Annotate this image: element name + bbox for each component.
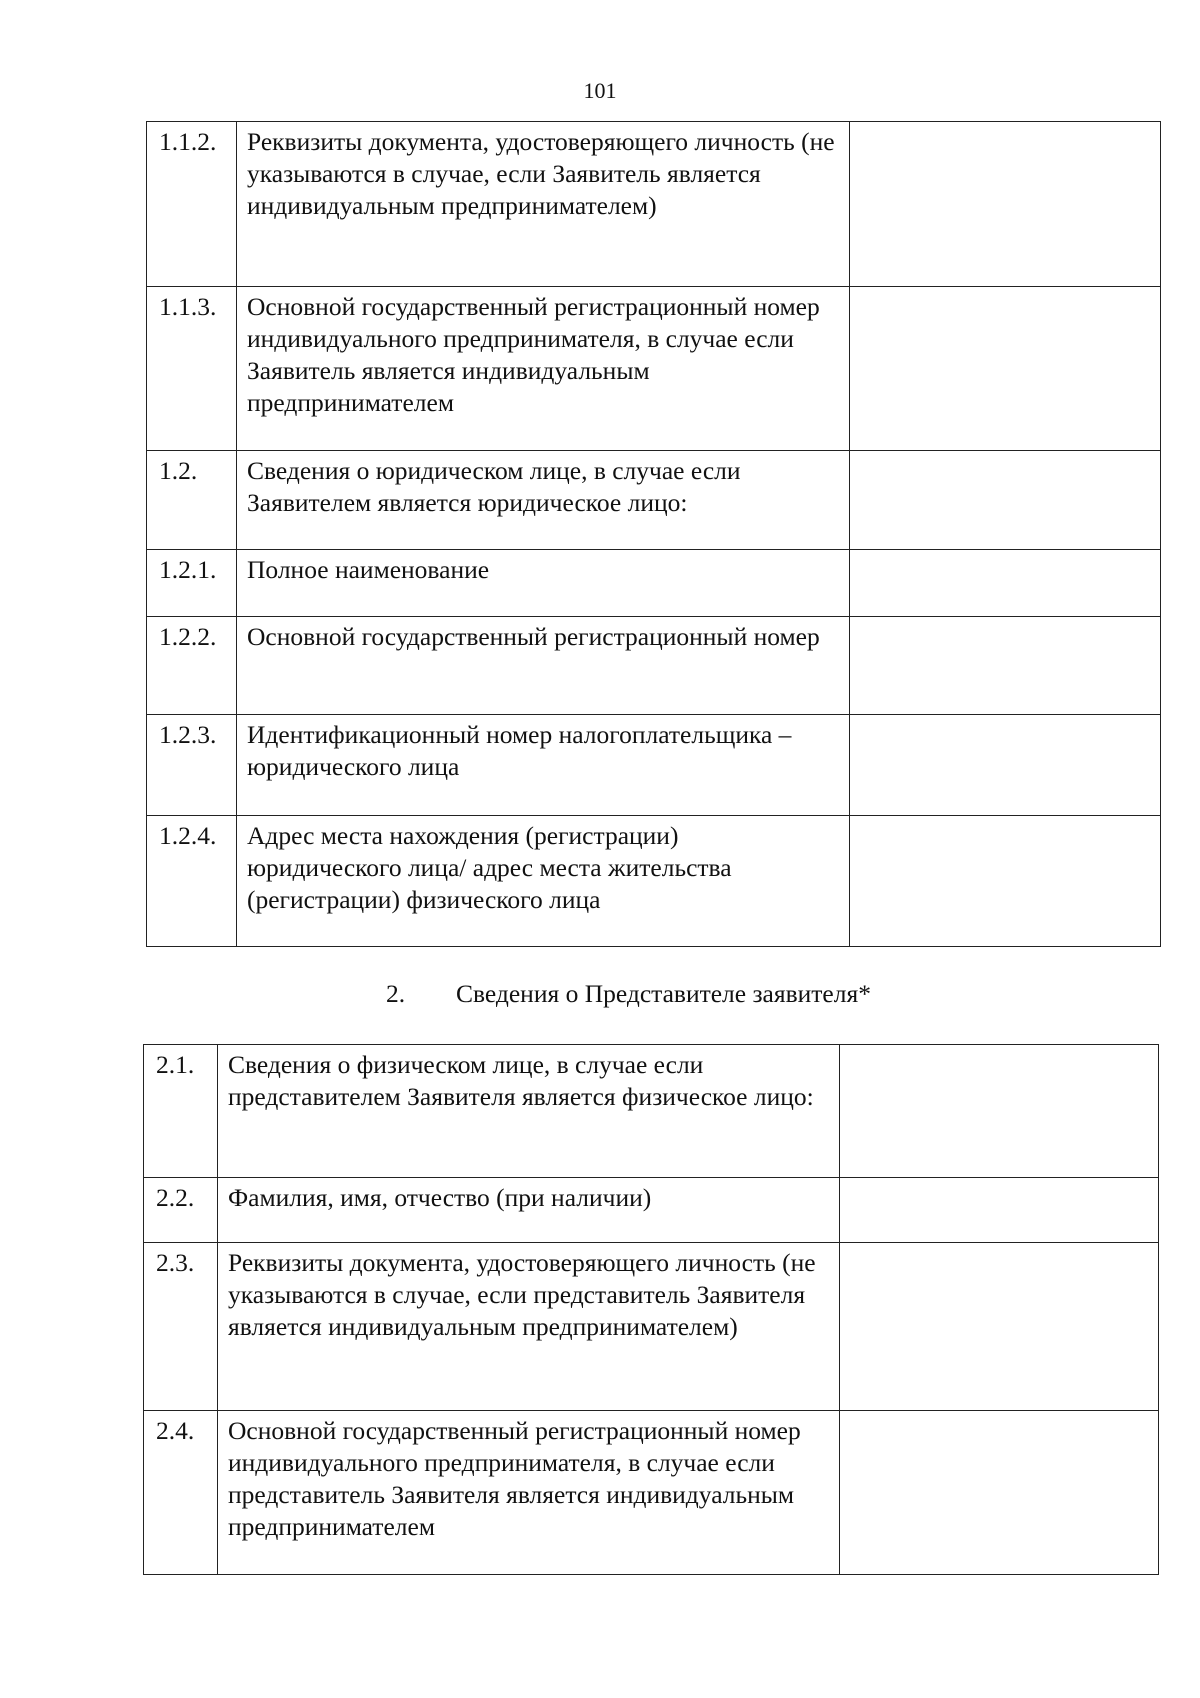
row-value-cell[interactable] <box>850 122 1161 287</box>
row-value-cell[interactable] <box>840 1045 1159 1178</box>
table-row <box>144 1411 1159 1575</box>
row-value-cell[interactable] <box>850 451 1161 550</box>
applicant-info-table <box>146 121 1161 947</box>
row-label: Полное наименование <box>237 550 850 617</box>
row-label: Основной государственный регистрационный номер индивидуального предпринимателя, в случае если представитель Заявителя является индивидуальным предпринимателем <box>218 1411 840 1575</box>
table-row <box>147 451 1161 550</box>
row-label: Основной государственный регистрационный номер индивидуального предпринимателя, в случае если Заявитель является индивидуальным предпринимателем <box>237 287 850 451</box>
row-number: 2.3. <box>144 1243 218 1411</box>
row-value-cell[interactable] <box>840 1178 1159 1243</box>
row-label: Фамилия, имя, отчество (при наличии) <box>218 1178 840 1243</box>
row-number: 1.2.2. <box>147 617 237 715</box>
section-number: 2. <box>386 979 406 1008</box>
row-number: 1.2.3. <box>147 715 237 816</box>
row-value-cell[interactable] <box>850 617 1161 715</box>
row-value-cell[interactable] <box>850 550 1161 617</box>
table-row <box>147 617 1161 715</box>
row-value-cell[interactable] <box>850 287 1161 451</box>
row-number: 1.1.2. <box>147 122 237 287</box>
row-number: 1.1.3. <box>147 287 237 451</box>
representative-info-table <box>143 1044 1159 1575</box>
row-value-cell[interactable] <box>840 1243 1159 1411</box>
row-number: 1.2.1. <box>147 550 237 617</box>
row-label: Идентификационный номер налогоплательщика – юридического лица <box>237 715 850 816</box>
table-row <box>147 550 1161 617</box>
table-row <box>147 816 1161 947</box>
page-number: 101 <box>583 78 617 103</box>
row-label: Сведения о физическом лице, в случае если представителем Заявителя является физическое лицо: <box>218 1045 840 1178</box>
row-value-cell[interactable] <box>850 715 1161 816</box>
table-row <box>144 1243 1159 1411</box>
row-number: 2.2. <box>144 1178 218 1243</box>
row-label: Адрес места нахождения (регистрации) юридического лица/ адрес места жительства (регистрации) физического лица <box>237 816 850 947</box>
row-label: Сведения о юридическом лице, в случае если Заявителем является юридическое лицо: <box>237 451 850 550</box>
table-row <box>147 287 1161 451</box>
row-value-cell[interactable] <box>840 1411 1159 1575</box>
row-label: Реквизиты документа, удостоверяющего личность (не указываются в случае, если Заявитель является индивидуальным предпринимателем) <box>237 122 850 287</box>
table-row <box>147 715 1161 816</box>
row-value-cell[interactable] <box>850 816 1161 947</box>
table-row <box>147 122 1161 287</box>
section-title: Сведения о Представителе заявителя* <box>456 979 871 1008</box>
row-label: Основной государственный регистрационный номер <box>237 617 850 715</box>
row-number: 1.2.4. <box>147 816 237 947</box>
row-number: 1.2. <box>147 451 237 550</box>
table-row <box>144 1178 1159 1243</box>
table-row <box>144 1045 1159 1178</box>
row-number: 2.1. <box>144 1045 218 1178</box>
row-number: 2.4. <box>144 1411 218 1575</box>
row-label: Реквизиты документа, удостоверяющего личность (не указываются в случае, если представитель Заявителя является индивидуальным предпринимателем) <box>218 1243 840 1411</box>
